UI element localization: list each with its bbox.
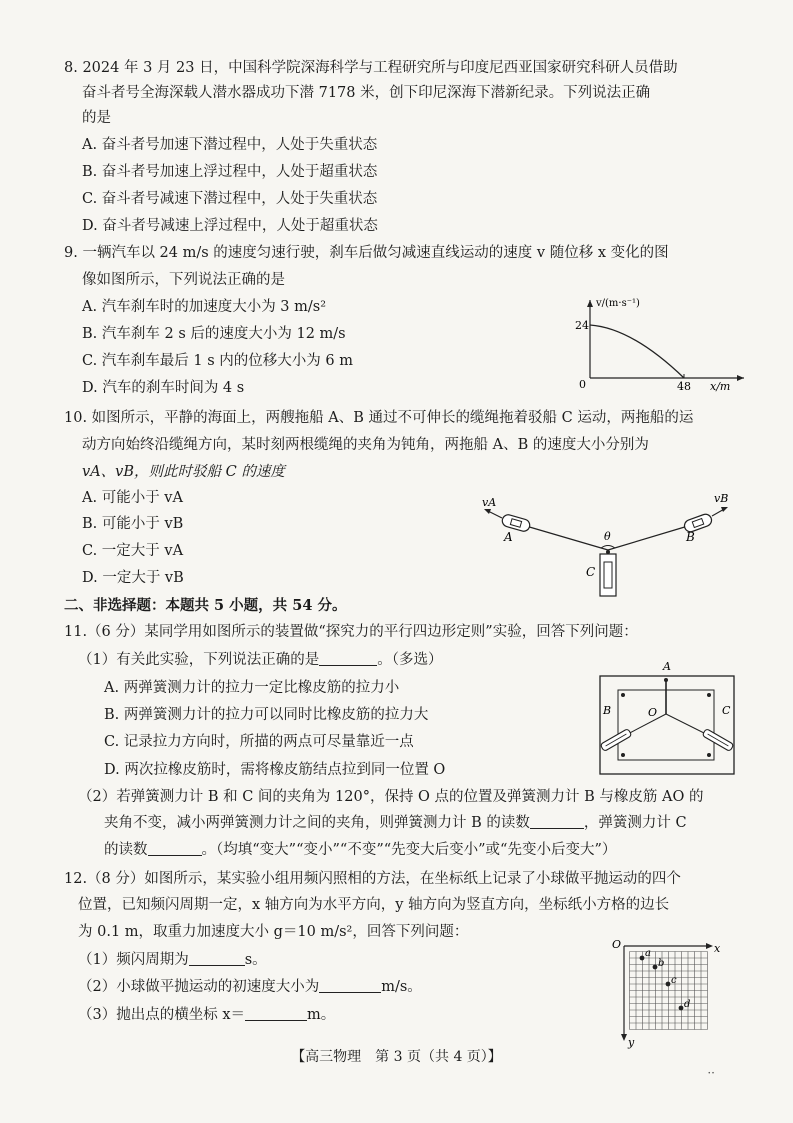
q11-stem-line1: 11.（6 分）某同学用如图所示的装置做“探究力的平行四边形定则”实验，回答下列问题： [64, 624, 638, 640]
q9-stem-line2: 像如图所示，下列说法正确的是 [82, 272, 285, 288]
q9-option-a: A. 汽车刹车时的加速度大小为 3 m/s² [82, 299, 327, 315]
q11-part2-instruction: 。（均填“变大”“变小”“不变”“先变大后变小”或“先变小后变大”） [201, 842, 617, 858]
point-b [653, 965, 658, 970]
label-va: vA [482, 496, 497, 509]
label-b: B [603, 704, 612, 717]
q12-part2 [78, 977, 422, 997]
label-y: y [628, 1036, 635, 1049]
q9-option-b: B. 汽车刹车 2 s 后的速度大小为 12 m/s [82, 326, 346, 342]
rope-a [526, 526, 608, 550]
x-axis-arrow-icon [706, 943, 713, 949]
spring-scale-b [600, 729, 632, 752]
q11-spring-c-blank[interactable] [148, 841, 202, 856]
barge-c [600, 554, 616, 596]
q10-tugboat-figure [478, 490, 738, 610]
label-a: a [645, 948, 651, 959]
coordinate-grid [630, 952, 708, 1030]
q11-option-d: D. 两次拉橡皮筋时，需将橡皮筋结点拉到同一位置 O [104, 762, 446, 778]
q12-stem-line3: 为 0.1 m，取重力加速度大小 g＝10 m/s²，回答下列问题： [78, 924, 469, 940]
q10-option-c: C. 一定大于 vA [82, 543, 184, 559]
point-c [666, 982, 671, 987]
label-b: b [658, 958, 665, 969]
pin-3 [621, 753, 625, 757]
label-b: B [686, 530, 695, 544]
spring-scale-c [702, 729, 734, 752]
q11-part1-suffix: 。（多选） [377, 652, 443, 668]
q11-part2-text: 夹角不变，减小两弹簧测力计之间的夹角，则弹簧测力计 B 的读数 [104, 815, 530, 831]
label-a: A [663, 660, 671, 673]
q11-part2-text-mid: ，弹簧测力计 C [583, 815, 687, 831]
pin-1 [621, 693, 625, 697]
page-footer: 【高三物理 第 3 页（共 4 页）】 [291, 1049, 502, 1065]
q11-part1-text: （1）有关此实验，下列说法正确的是 [78, 652, 320, 668]
velocity-a-arrowhead-icon [484, 509, 491, 514]
q8-stem-line2: 奋斗者号全海深载人潜水器成功下潜 7178 米，创下印尼深海下潜新纪录。下列说法正确 [82, 85, 651, 101]
y-axis-arrow-icon [587, 300, 593, 307]
q12-period-blank[interactable] [189, 951, 245, 966]
q12-part1-text: （1）频闪周期为 [78, 952, 189, 968]
label-origin: O [612, 938, 622, 951]
q11-part2-line2 [104, 813, 687, 833]
q8-option-b: B. 奋斗者号加速上浮过程中，人处于超重状态 [82, 164, 378, 180]
y-axis-arrow-icon [621, 1034, 627, 1041]
label-c: c [671, 975, 677, 986]
q12-part3-text: （3）抛出点的横坐标 x＝ [78, 1007, 246, 1023]
q10-stem-line3: vA、vB，则此时驳船 C 的速度 [82, 464, 285, 480]
q12-grid-figure [610, 938, 728, 1049]
label-a: A [504, 530, 513, 544]
point-a [640, 956, 645, 961]
origin-label: 0 [579, 378, 586, 391]
angle-arc [601, 546, 615, 549]
q10-stem-line2: 动方向始终沿缆绳方向，某时刻两根缆绳的夹角为钝角，两拖船 A、B 的速度大小分别为 [82, 437, 649, 453]
q12-part3-unit: m。 [307, 1007, 336, 1023]
rope-junction [606, 550, 610, 554]
q11-part1 [78, 650, 442, 670]
pin-4 [707, 753, 711, 757]
q11-part2-line3 [104, 840, 616, 860]
label-d: d [684, 999, 691, 1010]
q11-option-b: B. 两弹簧测力计的拉力可以同时比橡皮筋的拉力大 [104, 707, 429, 723]
velocity-b-arrowhead-icon [721, 507, 728, 512]
q12-velocity-blank[interactable] [319, 978, 381, 993]
q11-part1-blank[interactable] [319, 651, 377, 666]
q9-velocity-displacement-graph [572, 292, 752, 392]
x-axis-arrow-icon [737, 375, 744, 381]
label-theta: θ [604, 530, 611, 543]
q11-option-a: A. 两弹簧测力计的拉力一定比橡皮筋的拉力小 [104, 680, 400, 696]
label-c: C [586, 565, 596, 579]
q11-spring-b-blank[interactable] [530, 814, 584, 829]
q9-option-d: D. 汽车的刹车时间为 4 s [82, 380, 245, 396]
q10-option-b: B. 可能小于 vB [82, 516, 184, 532]
q11-part2-text-c: 的读数 [104, 842, 148, 858]
q12-part1-unit: s。 [244, 952, 267, 968]
q9-option-c: C. 汽车刹车最后 1 s 内的位移大小为 6 m [82, 353, 353, 369]
anchor-a [664, 678, 668, 682]
x-tick-label: 48 [677, 380, 691, 393]
y-tick-label: 24 [575, 319, 589, 332]
label-vb: vB [714, 492, 729, 505]
q12-part3 [78, 1005, 335, 1025]
label-o: O [648, 706, 658, 719]
q8-stem-line1: 8. 2024 年 3 月 23 日，中国科学院深海科学与工程研究所与印度尼西亚国家研究科研人员借助 [64, 60, 678, 76]
y-axis-label: v/(m·s⁻¹) [596, 298, 640, 309]
q12-stem-line2: 位置，已知频闪周期一定，x 轴方向为水平方向，y 轴方向为竖直方向，坐标纸小方格的边长 [78, 897, 670, 913]
footer-mark: ·· [707, 1066, 715, 1080]
q12-stem-line1: 12.（8 分）如图所示，某实验小组用频闪照相的方法，在坐标纸上记录了小球做平抛运动的四个 [64, 871, 681, 887]
q10-stem-line1: 10. 如图所示，平静的海面上，两艘拖船 A、B 通过不可伸长的缆绳拖着驳船 C 运动，两拖船的运 [64, 410, 694, 426]
q12-part2-text: （2）小球做平抛运动的初速度大小为 [78, 979, 320, 995]
q12-x-coordinate-blank[interactable] [245, 1006, 307, 1021]
x-axis-label: x/m [710, 380, 731, 393]
q12-part1 [78, 950, 267, 970]
q11-apparatus-figure [598, 658, 738, 776]
q8-stem-line3: 的是 [82, 110, 111, 126]
q11-part2-line1: （2）若弹簧测力计 B 和 C 间的夹角为 120°，保持 O 点的位置及弹簧测力计 B 与橡皮筋 AO 的 [78, 789, 704, 805]
q10-option-d: D. 一定大于 vB [82, 570, 184, 586]
q10-option-a: A. 可能小于 vA [82, 490, 183, 506]
point-d [679, 1006, 684, 1011]
label-x: x [714, 942, 721, 955]
q8-option-c: C. 奋斗者号减速下潜过程中，人处于失重状态 [82, 191, 378, 207]
q12-part2-unit: m/s。 [381, 979, 422, 995]
q11-option-c: C. 记录拉力方向时，所描的两点可尽量靠近一点 [104, 734, 414, 750]
velocity-curve [590, 325, 684, 378]
q8-option-a: A. 奋斗者号加速下潜过程中，人处于失重状态 [82, 137, 378, 153]
label-c: C [722, 704, 731, 717]
q8-option-d: D. 奋斗者号减速上浮过程中，人处于超重状态 [82, 218, 378, 234]
q9-stem-line1: 9. 一辆汽车以 24 m/s 的速度匀速行驶，刹车后做匀减速直线运动的速度 v 随位移 x 变化的图 [64, 245, 669, 261]
pin-2 [707, 693, 711, 697]
section-2-title: 二、非选择题：本题共 5 小题，共 54 分。 [64, 597, 347, 614]
rope-b [608, 526, 688, 550]
